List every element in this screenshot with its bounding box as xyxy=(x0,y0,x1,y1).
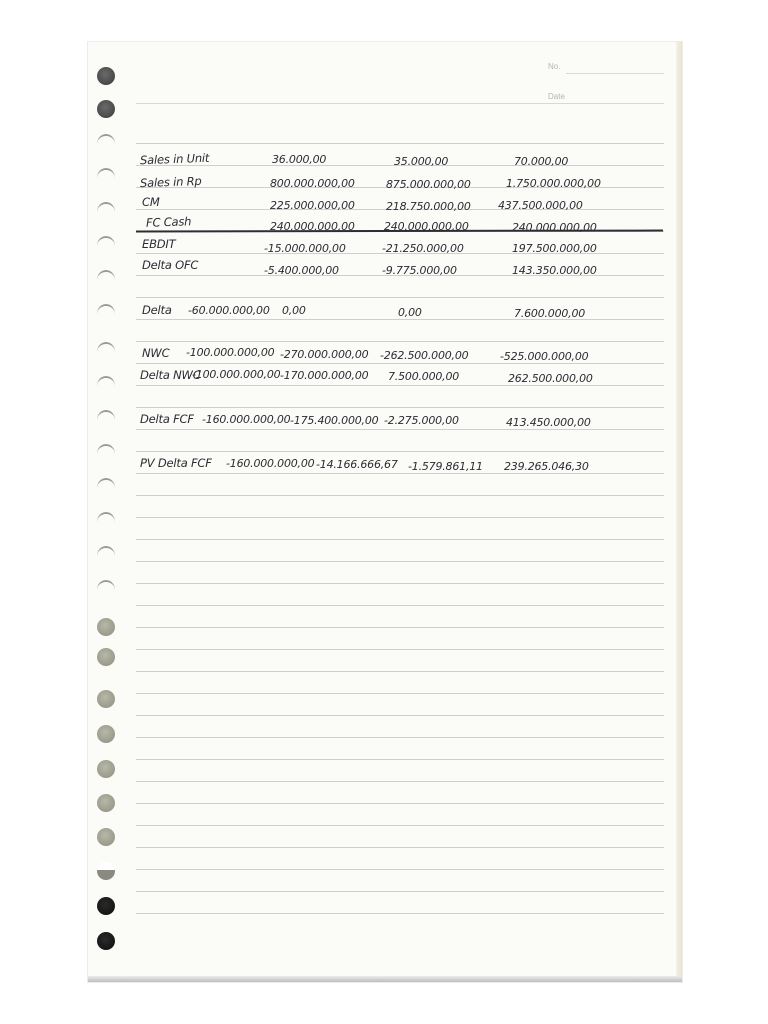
ruled-line xyxy=(136,891,664,892)
ruled-line xyxy=(136,649,664,650)
value-cell: 1.750.000.000,00 xyxy=(506,177,601,190)
value-cell: 0,00 xyxy=(398,306,422,319)
value-cell: 143.350.000,00 xyxy=(512,264,597,277)
value-cell: -100.000.000,00 xyxy=(192,368,281,381)
page-edge-bottom xyxy=(88,976,682,982)
value-cell: -60.000.000,00 xyxy=(188,304,270,317)
row-label: EBDIT xyxy=(142,237,176,251)
value-cell: -525.000.000,00 xyxy=(500,350,589,363)
binder-hole xyxy=(97,648,115,666)
value-cell: 218.750.000,00 xyxy=(386,200,471,213)
value-cell: -1.579.861,11 xyxy=(408,460,483,473)
binder-hole xyxy=(97,134,115,154)
value-cell: 35.000,00 xyxy=(394,155,449,168)
value-cell: 0,00 xyxy=(282,304,306,317)
ruled-line xyxy=(136,737,664,738)
value-cell: -9.775.000,00 xyxy=(382,264,457,277)
value-cell: -15.000.000,00 xyxy=(264,242,346,255)
binder-hole xyxy=(97,376,115,396)
ruled-line xyxy=(136,803,664,804)
value-cell: -100.000.000,00 xyxy=(186,346,275,359)
value-cell: -170.000.000,00 xyxy=(280,369,369,382)
ruled-line xyxy=(136,605,664,606)
row-label: FC Cash xyxy=(145,214,192,230)
value-cell: 413.450.000,00 xyxy=(506,416,591,429)
row-label: Delta NWC xyxy=(140,368,201,382)
ruled-line xyxy=(136,825,664,826)
binder-hole xyxy=(97,862,115,880)
value-cell: 7.600.000,00 xyxy=(514,307,586,320)
page-edge-right xyxy=(676,42,682,982)
binder-hole xyxy=(97,444,115,464)
row-label: NWC xyxy=(142,346,170,360)
binder-hole xyxy=(97,410,115,430)
ruled-line xyxy=(136,847,664,848)
value-cell: 7.500.000,00 xyxy=(388,370,460,383)
binder-hole xyxy=(97,897,115,915)
ruled-line xyxy=(136,583,664,584)
row-label: Delta OFC xyxy=(142,258,199,272)
binder-hole xyxy=(97,270,115,290)
ruled-line xyxy=(136,451,664,452)
value-cell: -5.400.000,00 xyxy=(264,264,339,277)
binder-hole xyxy=(97,690,115,708)
value-cell: -262.500.000,00 xyxy=(380,349,469,362)
binder-hole xyxy=(97,580,115,600)
binder-hole xyxy=(97,828,115,846)
value-cell: -2.275.000,00 xyxy=(384,414,459,427)
value-cell: 225.000.000,00 xyxy=(270,199,355,212)
binder-hole xyxy=(97,760,115,778)
binder-hole xyxy=(97,618,115,636)
value-cell: 70.000,00 xyxy=(514,155,569,168)
value-cell: 437.500.000,00 xyxy=(498,199,583,212)
value-cell: 800.000.000,00 xyxy=(270,177,355,190)
value-cell: 239.265.046,30 xyxy=(504,460,589,473)
header-line xyxy=(136,103,664,104)
no-label: No. xyxy=(548,62,561,71)
ruled-line xyxy=(136,341,664,342)
binder-hole xyxy=(97,512,115,532)
row-label: Sales in Unit xyxy=(139,150,210,168)
binder-hole xyxy=(97,202,115,222)
row-label: CM xyxy=(142,195,160,209)
ruled-line xyxy=(136,297,664,298)
binder-hole xyxy=(97,932,115,950)
ruled-line xyxy=(136,473,664,474)
row-label: PV Delta FCF xyxy=(140,456,212,470)
ruled-line xyxy=(136,781,664,782)
ruled-line xyxy=(136,627,664,628)
value-cell: 240.000.000,00 xyxy=(384,220,469,233)
value-cell: 240.000.000,00 xyxy=(270,220,355,233)
value-cell: -14.166.666,67 xyxy=(316,458,398,471)
ruled-line xyxy=(136,869,664,870)
ruled-line xyxy=(136,517,664,518)
binder-hole xyxy=(97,342,115,362)
value-cell: 36.000,00 xyxy=(272,153,327,166)
binder-hole xyxy=(97,725,115,743)
value-cell: -160.000.000,00 xyxy=(202,413,291,426)
ruled-line xyxy=(136,143,664,144)
binder-hole xyxy=(97,794,115,812)
ruled-line xyxy=(136,407,664,408)
ruled-line xyxy=(136,429,664,430)
binder-hole xyxy=(97,236,115,256)
ruled-line xyxy=(136,759,664,760)
value-cell: 262.500.000,00 xyxy=(508,372,593,385)
binder-hole xyxy=(97,546,115,566)
value-cell: -21.250.000,00 xyxy=(382,242,464,255)
date-label: Date xyxy=(548,92,565,101)
value-cell: -270.000.000,00 xyxy=(280,348,369,361)
row-label: Sales in Rp xyxy=(139,173,202,191)
ruled-line xyxy=(136,539,664,540)
binder-hole xyxy=(97,100,115,118)
binder-hole xyxy=(97,304,115,324)
value-cell: -160.000.000,00 xyxy=(226,457,315,470)
binder-hole xyxy=(97,478,115,498)
binder-hole xyxy=(97,168,115,188)
ruled-line xyxy=(136,363,664,364)
ruled-line xyxy=(136,561,664,562)
ruled-line xyxy=(136,671,664,672)
ruled-line xyxy=(136,385,664,386)
ruled-line xyxy=(136,495,664,496)
row-label: Delta xyxy=(142,303,172,317)
value-cell: 197.500.000,00 xyxy=(512,242,597,255)
value-cell: 240.000.000,00 xyxy=(512,221,597,234)
row-label: Delta FCF xyxy=(140,412,194,426)
value-cell: 875.000.000,00 xyxy=(386,178,471,191)
ruled-line xyxy=(136,913,664,914)
value-cell: -175.400.000,00 xyxy=(290,414,379,427)
ruled-line xyxy=(136,693,664,694)
no-line xyxy=(566,73,664,74)
binder-hole xyxy=(97,67,115,85)
ruled-line xyxy=(136,715,664,716)
